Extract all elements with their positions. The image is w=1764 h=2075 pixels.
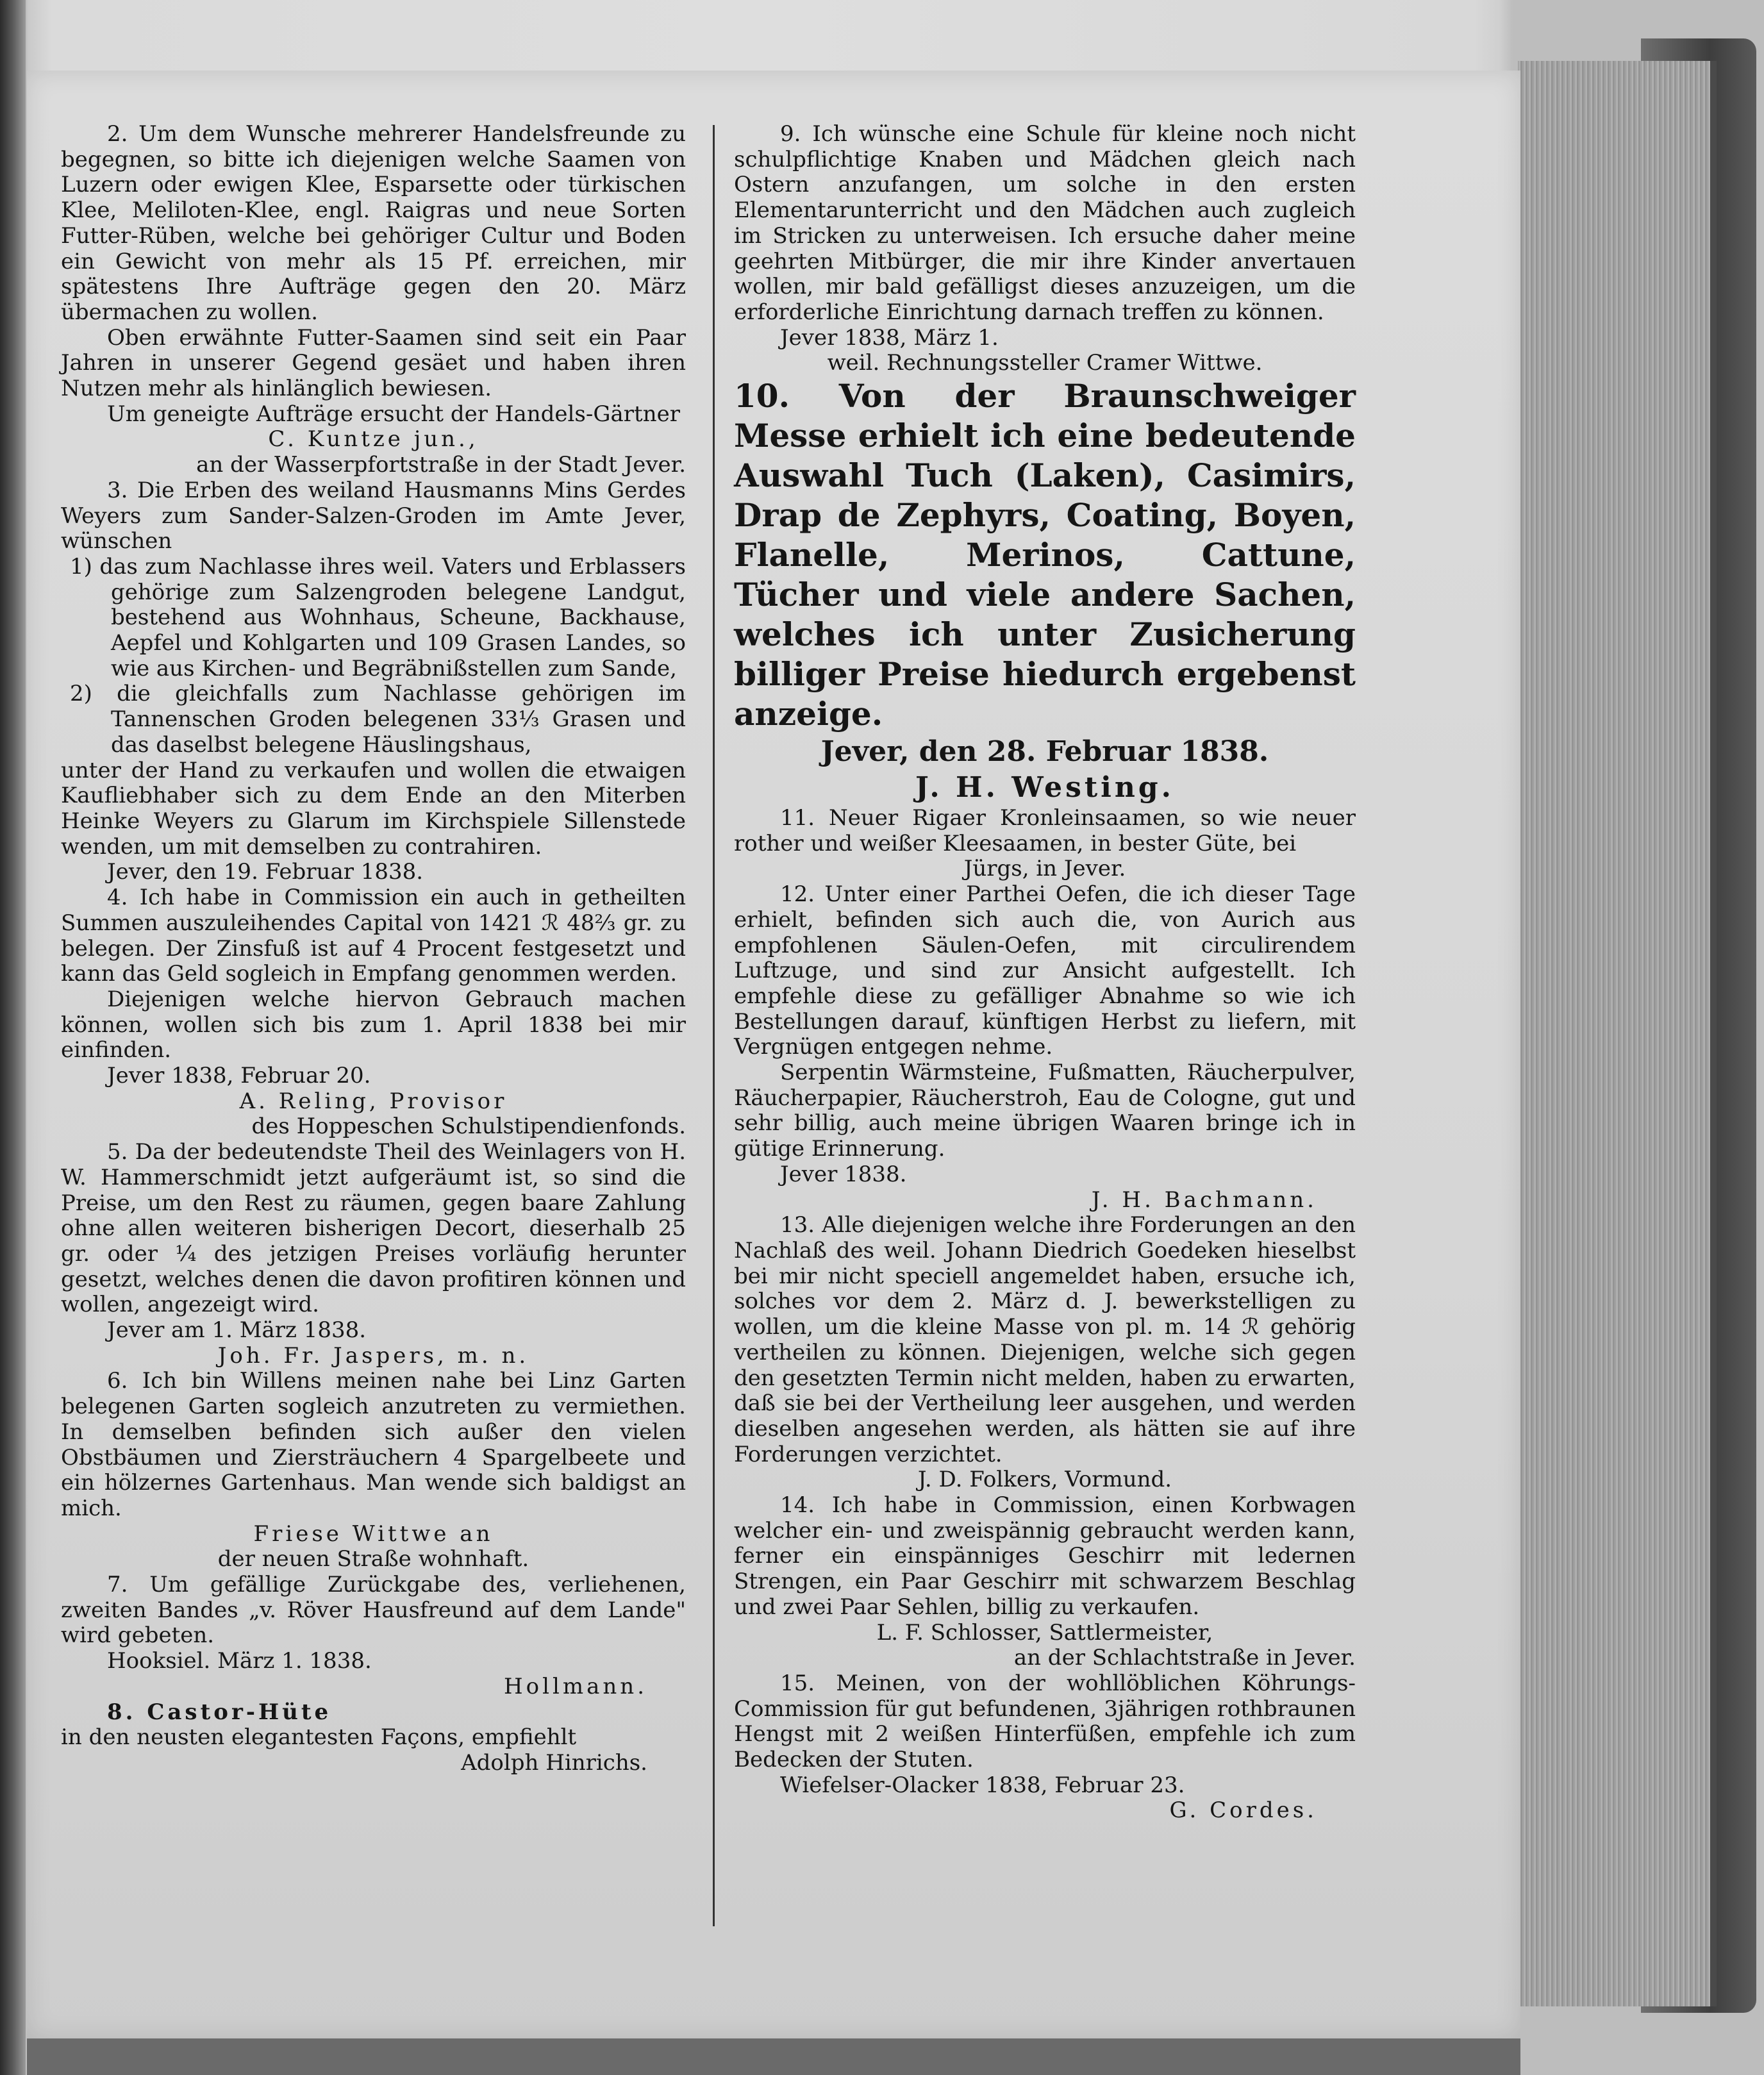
notice-n15a: 15. Meinen, von der wohllöblichen Köhrungs-Commission für gut befundenen, 3jährigen rothbraunen Hengst mit 2 weißen Hinterfüßen, empfehle ich zum Bedecken der Stuten.: [734, 1670, 1356, 1773]
notice-n10b: Jever, den 28. Februar 1838.: [820, 735, 1269, 769]
notice-n2b: Oben erwähnte Futter-Saamen sind seit ein Paar Jahren in unserer Gegend gesäet und haben ihren Nutzen mehr als hinlänglich bewiesen.: [61, 324, 686, 402]
notice-n12c: Jever 1838.: [780, 1161, 907, 1187]
notice-n6b: Friese Wittwe an: [253, 1521, 494, 1547]
notice-n15b: Wiefelser-Olacker 1838, Februar 23.: [780, 1772, 1185, 1798]
notice-n3c: 2) die gleichfalls zum Nachlasse gehörigen im Tannenschen Groden belegenen 33⅓ Grasen und das daselbst belegene Häuslingshaus,: [70, 681, 686, 758]
notice-n13b: J. D. Folkers, Vormund.: [917, 1467, 1172, 1493]
notice-n5a: 5. Da der bedeutendste Theil des Weinlagers von H. W. Hammerschmidt jetzt aufgeräumt ist, so sind die Preise, um den Rest zu räumen, gegen baare Zahlung ohne allen weiteren bisherigen Decort, dieserhalb 25 gr. oder ¼ des jetzigen Preises vorläufig herunter gesetzt, welches denen die davon profitiren können und wollen, angezeigt wird.: [61, 1139, 686, 1318]
notice-n8a: 8. Castor-Hüte: [107, 1699, 332, 1725]
notice-n3e: Jever, den 19. Februar 1838.: [107, 859, 424, 885]
column-divider: [713, 125, 715, 1926]
notice-n3a: 3. Die Erben des weiland Hausmanns Mins Gerdes Weyers zum Sander-Salzen-Groden im Amte Jever, wünschen: [61, 477, 686, 554]
notice-n3d: unter der Hand zu verkaufen und wollen die etwaigen Kaufliebhaber sich zu dem Ende an den Miterben Heinke Weyers zu Glarum im Kirchspiele Sillenstede wenden, um mit demselben zu contrahiren.: [61, 757, 686, 860]
notice-n7c: Hollmann.: [504, 1673, 647, 1699]
notice-n4c: Jever 1838, Februar 20.: [107, 1063, 371, 1089]
notice-n6a: 6. Ich bin Willens meinen nahe bei Linz Garten belegenen Garten sogleich anzutreten zu vermiethen. In demselben befinden sich außer den vielen Obstbäumen und Ziersträuchern 4 Spargelbeete und ein hölzernes Gartenhaus. Man wende sich baldigst an mich.: [61, 1368, 686, 1521]
page-bottom-shadow: [27, 2038, 1520, 2075]
left-column: [61, 122, 686, 1776]
notice-n12b: Serpentin Wärmsteine, Fußmatten, Räucherpulver, Räucherpapier, Räucherstroh, Eau de Cologne, gut und sehr billig, auch meine übrigen Waaren bringe ich in gütige Erinnerung.: [734, 1060, 1356, 1162]
notice-n2e: an der Wasserpfortstraße in der Stadt Jever.: [196, 452, 686, 478]
notice-n2d: C. Kuntze jun.,: [268, 426, 479, 453]
notice-n4b: Diejenigen welche hiervon Gebrauch machen können, wollen sich bis zum 1. April 1838 bei mir einfinden.: [61, 986, 686, 1063]
notice-n9a: 9. Ich wünsche eine Schule für kleine noch nicht schulpflichtige Knaben und Mädchen gleich nach Ostern anzufangen, um solche in den ersten Elementarunterricht und den Mädchen auch zugleich im Stricken zu unterweisen. Ich ersuche daher meine geehrten Mitbürger, die mir ihre Kinder anvertauen wollen, mir bald gefälligst dieses anzuzeigen, um die erforderliche Einrichtung darnach treffen zu können.: [734, 121, 1356, 325]
notice-n5b: Jever am 1. März 1838.: [107, 1317, 367, 1344]
notice-n10a: 10. Von der Braunschweiger Messe erhielt ich eine bedeutende Auswahl Tuch (Laken), Casimirs, Drap de Zephyrs, Coating, Boyen, Flanelle, Merinos, Cattune, Tücher und viele andere Sachen, welches ich unter Zusicherung billiger Preise hiedurch ergebenst anzeige.: [734, 377, 1356, 733]
notice-n2c: Um geneigte Aufträge ersucht der Handels-Gärtner: [107, 401, 680, 427]
notice-n12d: J. H. Bachmann.: [1091, 1187, 1317, 1213]
notice-n8c: Adolph Hinrichs.: [461, 1750, 647, 1776]
notice-n14c: an der Schlachtstraße in Jever.: [1013, 1645, 1356, 1671]
notice-n4a: 4. Ich habe in Commission ein auch in getheilten Summen auszuleihendes Capital von 1421 ℛ 48⅔ gr. zu belegen. Der Zinsfuß ist auf 4 Procent festgesetzt und kann das Geld sogleich in Empfang genommen werden.: [61, 885, 686, 987]
notice-n2a: 2. Um dem Wunsche mehrerer Handelsfreunde zu begegnen, so bitte ich diejenigen welche Saamen von Luzern oder ewigen Klee, Esparsette oder türkischen Klee, Meliloten-Klee, engl. Raigras und neue Sorten Futter-Rüben, welche bei gehöriger Cultur und Boden ein Gewicht von mehr als 15 Pf. erreichen, mir spätestens Ihre Aufträge gegen den 20. März übermachen zu wollen.: [61, 121, 686, 325]
notice-n12a: 12. Unter einer Parthei Oefen, die ich dieser Tage erhielt, befinden sich auch die, von Aurich aus empfohlenen Säulen-Oefen, mit circulirendem Luftzuge, und sind zur Ansicht aufgestellt. Ich empfehle diese zu gefälliger Abnahme so wie ich Bestellungen darauf, künftigen Herbst zu liefern, mit Vergnügen entgegen nehme.: [734, 881, 1356, 1060]
notice-n8b: in den neusten elegantesten Façons, empfiehlt: [61, 1724, 577, 1751]
notice-n10c: J. H. Westing.: [915, 771, 1174, 804]
notice-n11b: Jürgs, in Jever.: [963, 856, 1126, 882]
notice-n7a: 7. Um gefällige Zurückgabe des, verliehenen, zweiten Bandes „v. Röver Hausfreund auf dem Lande" wird gebeten.: [61, 1572, 686, 1649]
notice-n14b: L. F. Schlosser, Sattlermeister,: [876, 1619, 1213, 1646]
right-column: [734, 122, 1356, 1824]
page-block-edge: [1518, 61, 1717, 2006]
notice-n7b: Hooksiel. März 1. 1838.: [107, 1648, 372, 1674]
notice-n9b: Jever 1838, März 1.: [780, 324, 999, 351]
notice-n6c: der neuen Straße wohnhaft.: [217, 1546, 529, 1572]
notice-n15c: G. Cordes.: [1169, 1797, 1317, 1824]
notice-n14a: 14. Ich habe in Commission, einen Korbwagen welcher ein- und zweispännig gebraucht werden kann, ferner ein einspänniges Geschirr mit ledernen Strengen, ein Paar Geschirr mit schwarzem Beschlag und zwei Paar Sehlen, billig zu verkaufen.: [734, 1492, 1356, 1620]
notice-n5c: Joh. Fr. Jaspers, m. n.: [217, 1342, 529, 1369]
notice-n13a: 13. Alle diejenigen welche ihre Forderungen an den Nachlaß des weil. Johann Diedrich Goedeken hieselbst bei mir nicht speciell angemeldet haben, ersuche ich, solches vor dem 2. März d. J. bewerkstelligen zu wollen, um die kleine Masse von pl. m. 14 ℛ gehörig vertheilen zu können. Diejenigen, welche sich gegen den gesetzten Termin nicht melden, haben zu erwarten, daß sie bei der Vertheilung leer ausgehen, und werden dieselben angesehen werden, als hätten sie auf ihre Forderungen verzichtet.: [734, 1212, 1356, 1467]
notice-n11a: 11. Neuer Rigaer Kronleinsaamen, so wie neuer rother und weißer Kleesaamen, in bester Güte, bei: [734, 805, 1356, 856]
notice-n4e: des Hoppeschen Schulstipendienfonds.: [251, 1113, 686, 1140]
notice-n3b: 1) das zum Nachlasse ihres weil. Vaters und Erblassers gehörige zum Salzengroden belegene Landgut, bestehend aus Wohnhaus, Scheune, Backhause, Aepfel und Kohlgarten und 109 Grasen Landes, so wie aus Kirchen- und Begräbnißstellen zum Sande,: [70, 553, 686, 681]
notice-n4d: A. Reling, Provisor: [239, 1088, 508, 1114]
book-gutter: [0, 0, 26, 2075]
notice-n9c: weil. Rechnungssteller Cramer Wittwe.: [827, 350, 1263, 376]
